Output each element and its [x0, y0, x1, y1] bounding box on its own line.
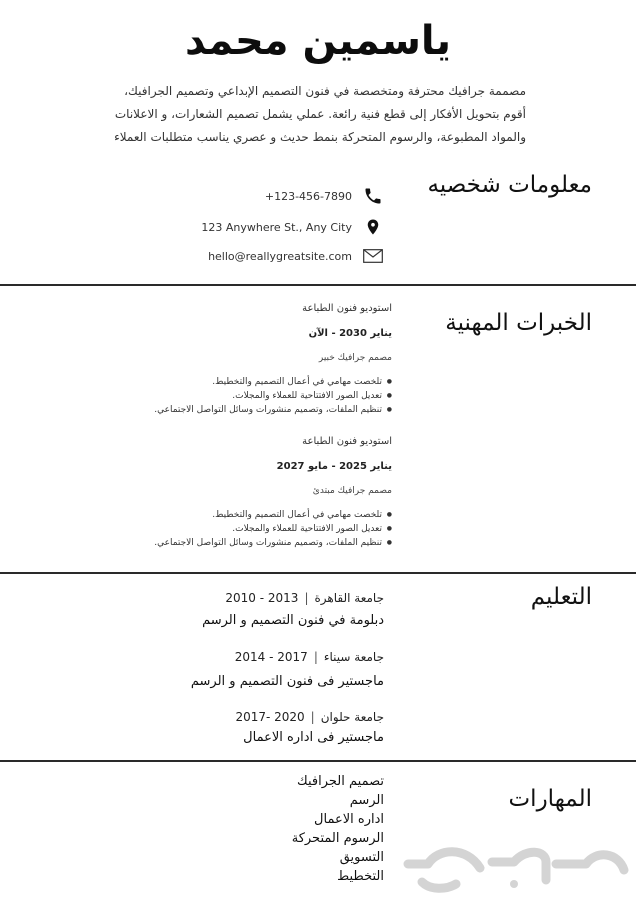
- education-header: جامعة القاهرة|2010 - 2013: [225, 591, 384, 605]
- section-divider: [0, 572, 636, 574]
- envelope-icon: [362, 245, 384, 267]
- contact-phone-row: [265, 185, 384, 207]
- contact-phone: +123-456-7890: [264, 189, 352, 203]
- education-years: 2017- 2020: [235, 710, 305, 724]
- education-header: جامعة سيناء|2014 - 2017: [234, 650, 384, 664]
- job-duty: ● تلخصت مهامي في أعمال التصميم والتخطيط.: [122, 508, 392, 522]
- job-duties: [122, 375, 392, 417]
- job-role: مصمم جرافيك خبير: [318, 353, 392, 363]
- haraj-watermark-logo: [396, 838, 632, 896]
- education-school: جامعة القاهرة: [314, 591, 384, 605]
- contact-section-title: معلومات شخصيه: [427, 172, 592, 198]
- education-years: 2014 - 2017: [234, 650, 308, 664]
- summary-line: مصممة جرافيك محترفة ومتخصصة في فنون التصميم الإبداعي وتصميم الجرافيك،: [124, 84, 526, 98]
- job-duty: ● تعديل الصور الافتتاحية للعملاء والمجلات.: [122, 522, 392, 536]
- section-divider: [0, 760, 636, 762]
- job-duty: ● تنظيم الملفات، وتصميم منشورات وسائل التواصل الاجتماعي.: [122, 536, 392, 550]
- skill-item: التسويق: [339, 850, 384, 865]
- resume-name: ياسمين محمد: [185, 18, 451, 64]
- profile-summary: [96, 80, 526, 149]
- contact-address-row: [201, 216, 384, 238]
- job-company: استوديو فنون الطباعة: [302, 303, 392, 314]
- job-duty: ● تلخصت مهامي في أعمال التصميم والتخطيط.: [122, 375, 392, 389]
- education-degree: دبلومة في فنون التصميم و الرسم: [202, 613, 384, 628]
- education-degree: ماجستير فى فنون التصميم و الرسم: [190, 674, 384, 689]
- contact-email[interactable]: hello@reallygreatsite.com: [208, 249, 352, 263]
- summary-line: أقوم بتحويل الأفكار إلى قطع فنية رائعة. عملي يشمل تصميم الشعارات، و الاعلانات: [114, 107, 526, 121]
- skill-item: اداره الاعمال: [314, 812, 384, 827]
- job-role: مصمم جرافيك مبتدئ: [312, 486, 392, 496]
- education-school: جامعة حلوان: [320, 710, 384, 724]
- skill-item: التخطيط: [337, 869, 384, 884]
- contact-email-row: [208, 245, 384, 267]
- skill-item: تصميم الجرافيك: [297, 774, 384, 789]
- skills-list: [292, 772, 384, 886]
- skills-section-title: المهارات: [508, 786, 592, 812]
- education-entry: [84, 591, 384, 628]
- skill-item: الرسم: [349, 793, 384, 808]
- education-entry: [84, 710, 384, 745]
- education-school: جامعة سيناء: [323, 650, 384, 664]
- phone-icon: [362, 185, 384, 207]
- education-header: جامعة حلوان|2017- 2020: [235, 710, 384, 724]
- job-company: استوديو فنون الطباعة: [302, 436, 392, 447]
- job-duties: [122, 508, 392, 550]
- contact-address: 123 Anywhere St., Any City: [201, 220, 352, 234]
- location-pin-icon: [362, 216, 384, 238]
- education-years: 2010 - 2013: [225, 591, 299, 605]
- job-period: يناير 2025 - مايو 2027: [276, 461, 392, 472]
- job-period: يناير 2030 - الآن: [308, 328, 392, 339]
- job-entry: [122, 303, 392, 417]
- job-entry: [122, 436, 392, 550]
- job-duty: ● تنظيم الملفات، وتصميم منشورات وسائل التواصل الاجتماعي.: [122, 403, 392, 417]
- education-degree: ماجستير فى اداره الاعمال: [243, 730, 384, 745]
- section-divider: [0, 284, 636, 286]
- job-duty: ● تعديل الصور الافتتاحية للعملاء والمجلات.: [122, 389, 392, 403]
- skill-item: الرسوم المتحركة: [291, 831, 384, 846]
- education-entry: [84, 650, 384, 689]
- education-section-title: التعليم: [530, 584, 592, 610]
- experience-section-title: الخبرات المهنية: [445, 310, 592, 336]
- summary-line: والمواد المطبوعة، والرسوم المتحركة بنمط حديث و عصري يناسب متطلبات العملاء: [114, 130, 526, 144]
